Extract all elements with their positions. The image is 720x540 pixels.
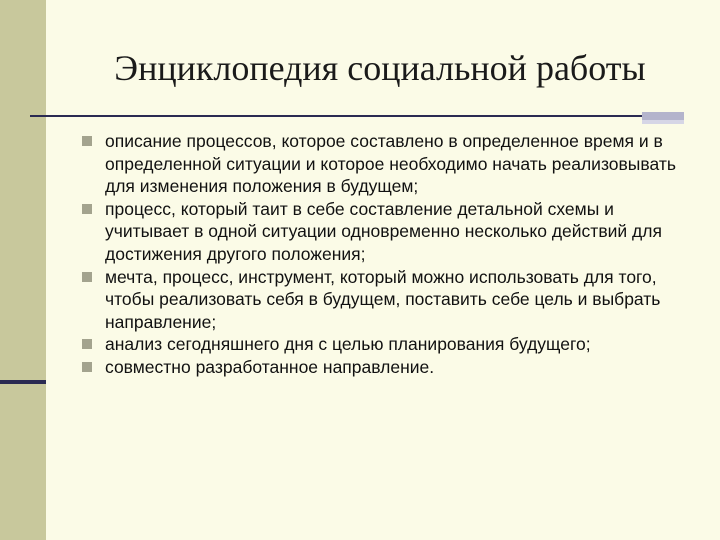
square-bullet-icon <box>82 362 92 372</box>
square-bullet-icon <box>82 136 92 146</box>
list-item-text: анализ сегодняшнего дня с целью планирования будущего; <box>105 334 591 355</box>
list-item <box>80 130 690 198</box>
list-item <box>80 266 690 334</box>
slide-title: Энциклопедия социальной работы <box>114 48 646 88</box>
list-item-text: процесс, который таит в себе составление детальной схемы и учитывает в одной ситуации одновременно несколько действий для достижения другого положения; <box>105 198 662 264</box>
title-underline <box>30 115 642 117</box>
title-underline-accent <box>642 112 684 120</box>
list-item-text: совместно разработанное направление. <box>105 356 435 377</box>
square-bullet-icon <box>82 339 92 349</box>
list-item <box>80 198 690 266</box>
list-item <box>80 333 690 356</box>
list-item <box>80 356 690 379</box>
left-band-divider <box>0 380 46 384</box>
list-item-text: описание процессов, которое составлено в определенное время и в определенной ситуации и которое необходимо начать реализовывать для изменения положения в будущем; <box>105 131 676 197</box>
left-decorative-band <box>0 0 46 540</box>
square-bullet-icon <box>82 272 92 282</box>
square-bullet-icon <box>82 204 92 214</box>
bullet-list <box>80 130 690 379</box>
list-item-text: мечта, процесс, инструмент, который можно использовать для того, чтобы реализовать себя в будущем, поставить себе цель и выбрать направление; <box>105 266 661 332</box>
title-underline-accent-shadow <box>642 120 684 124</box>
